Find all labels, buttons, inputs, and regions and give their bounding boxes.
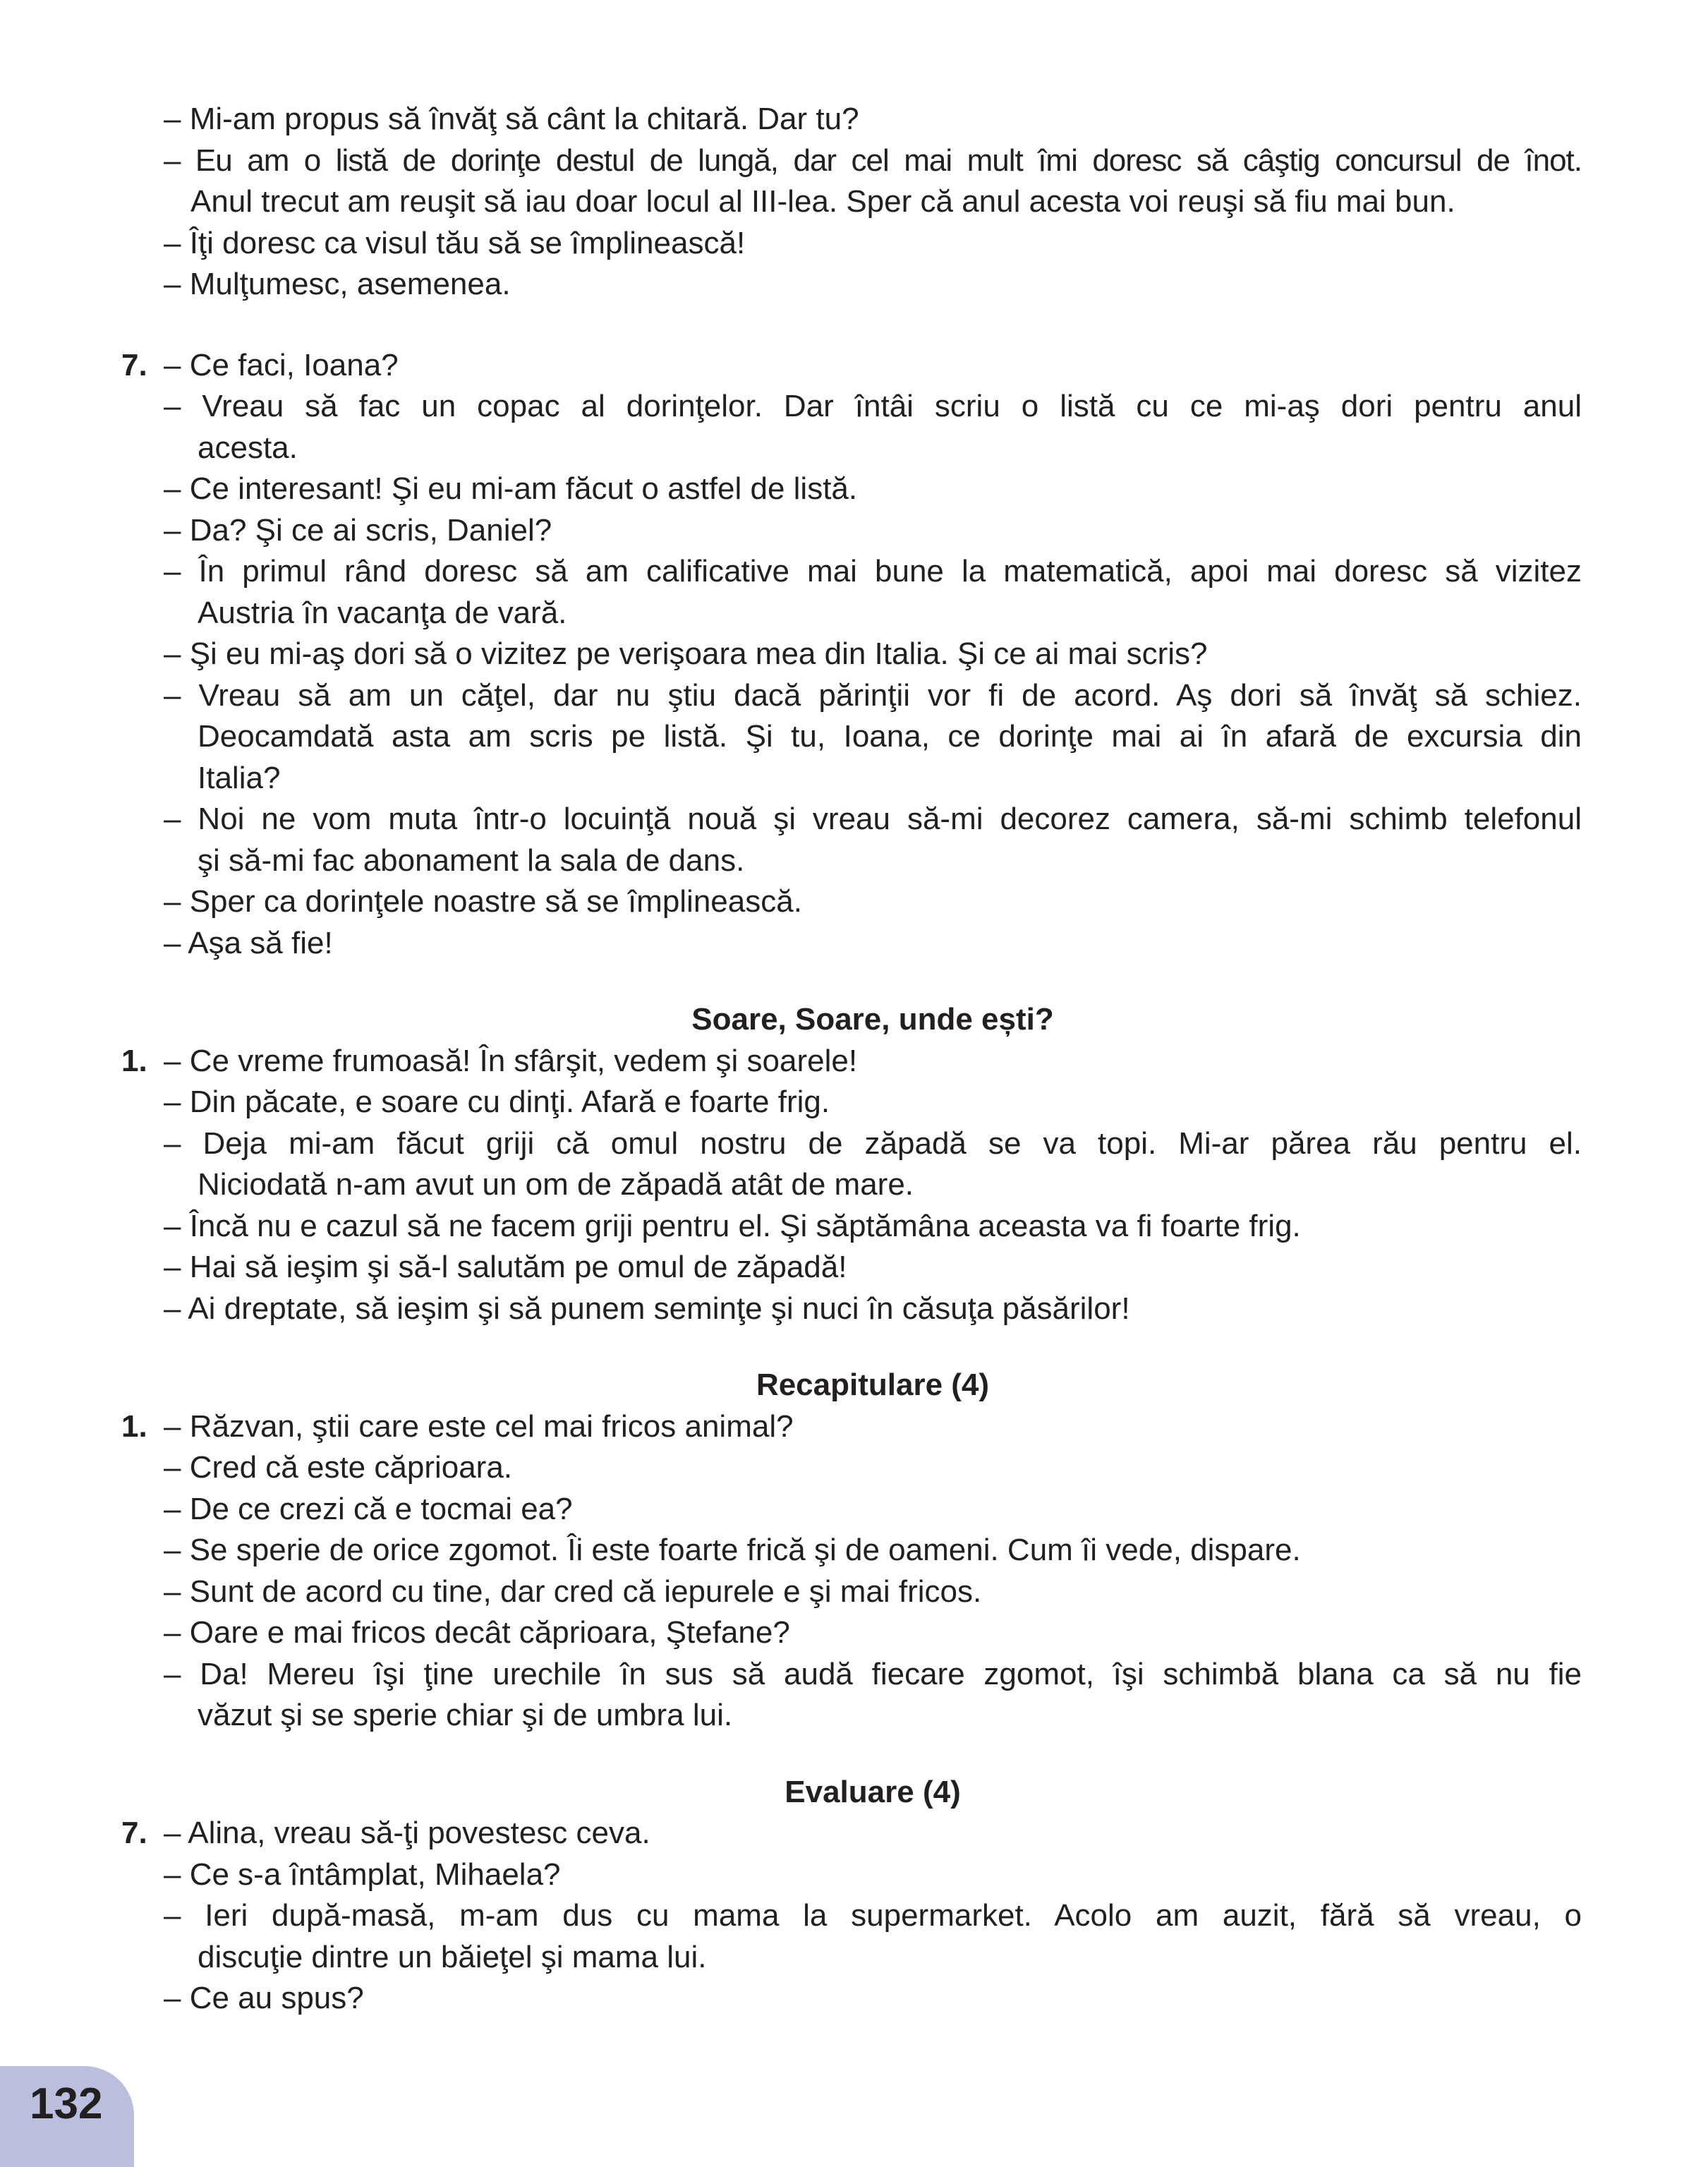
- section-title: Evaluare (4): [785, 1774, 961, 1809]
- dialogue-line: acesta.: [198, 430, 298, 465]
- dialogue-line: Austria în vacanţa de vară.: [198, 595, 567, 630]
- dialogue-line: – Încă nu e cazul să ne facem griji pentru el. Şi săptămâna aceasta va fi foarte frig.: [164, 1208, 1301, 1243]
- dialogue-line: – Cred că este căprioara.: [164, 1450, 513, 1485]
- dialogue-line: – Vreau să fac un copac al dorinţelor. Dar întâi scriu o listă cu ce mi-aş dori pentru anul: [164, 389, 1582, 423]
- section-recap-dialogue: [121, 1406, 1582, 1737]
- dialogue-line: [121, 1406, 1582, 1448]
- dialogue-line: Deocamdată asta am scris pe listă. Şi tu, Ioana, ce dorinţe mai ai în afară de excursia din: [198, 719, 1582, 754]
- dialogue-line: Anul trecut am reuşit să iau doar locul al III-lea. Sper că anul acesta voi reuşi să fiu mai bun.: [190, 184, 1455, 219]
- dialogue-line: – Ce interesant! Şi eu mi-am făcut o astfel de listă.: [164, 471, 858, 506]
- dialogue-line: Niciodată n-am avut un om de zăpadă atât de mare.: [198, 1167, 914, 1202]
- dialogue-line: – Ce s-a întâmplat, Mihaela?: [164, 1857, 561, 1892]
- dialogue-text: – Alina, vreau să-ţi povestesc ceva.: [164, 1816, 650, 1850]
- dialogue-line: – Îţi doresc ca visul tău să se împlinească!: [164, 225, 746, 260]
- dialogue-line: şi să-mi fac abonament la sala de dans.: [198, 843, 745, 878]
- dialogue-line: – Ieri după-masă, m-am dus cu mama la supermarket. Acolo am auzit, fără să vreau, o: [164, 1898, 1582, 1933]
- dialogue-line: – Da! Mereu îşi ţine urechile în sus să audă fiecare zgomot, îşi schimbă blana ca să nu fie: [164, 1656, 1582, 1691]
- section-eval-dialogue: [121, 1813, 1582, 2020]
- dialogue-text: – Răzvan, ştii care este cel mai fricos animal?: [164, 1408, 794, 1444]
- section-title: Recapitulare (4): [756, 1368, 990, 1402]
- dialogue-line: văzut şi se sperie chiar şi de umbra lui.: [198, 1698, 733, 1732]
- dialogue-line: [121, 1041, 1582, 1082]
- dialogue-line: – Şi eu mi-aş dori să o vizitez pe verişoara mea din Italia. Şi ce ai mai scris?: [164, 636, 1208, 671]
- dialogue-line: – Mulţumesc, asemenea.: [164, 267, 511, 301]
- dialogue-block-intro: [121, 99, 1582, 306]
- section-title: Soare, Soare, unde ești?: [691, 1002, 1054, 1037]
- dialogue-line: – Aşa să fie!: [164, 925, 333, 960]
- dialogue-line: – Ce au spus?: [164, 1981, 364, 2015]
- dialogue-line: – Ai dreptate, să ieşim şi să punem seminţe şi nuci în căsuţa păsărilor!: [164, 1291, 1130, 1326]
- dialogue-text: – Ce faci, Ioana?: [164, 347, 399, 382]
- dialogue-line: – Hai să ieşim şi să-l salutăm pe omul de zăpadă!: [164, 1250, 847, 1284]
- dialogue-line: – Eu am o listă de dorinţe destul de lungă, dar cel mai mult îmi doresc să câştig concursul de înot.: [164, 143, 1582, 178]
- dialogue-line: – În primul rând doresc să am calificative mai bune la matematică, apoi mai doresc să vizitez: [164, 554, 1582, 588]
- section-soare-dialogue: [121, 1041, 1582, 1330]
- dialogue-line: – Vreau să am un căţel, dar nu ştiu dacă părinţii vor fi de acord. Aş dori să învăţ să schiez.: [164, 677, 1582, 713]
- dialogue-line: – Se sperie de orice zgomot. Îi este foarte frică şi de oameni. Cum îi vede, dispare.: [164, 1533, 1301, 1567]
- dialogue-line: discuţie dintre un băieţel şi mama lui.: [198, 1939, 707, 1974]
- dialogue-line: – Noi ne vom muta într-o locuinţă nouă şi vreau să-mi decorez camera, să-mi schimb telefonul: [164, 802, 1582, 836]
- dialogue-line: [121, 345, 1582, 387]
- dialogue-line: [121, 1813, 1582, 1854]
- exercise-number: 7.: [121, 1816, 147, 1850]
- exercise-number: 1.: [121, 1043, 147, 1078]
- page-content: [121, 99, 1582, 2020]
- dialogue-line: – De ce crezi că e tocmai ea?: [164, 1491, 573, 1526]
- dialogue-text: – Ce vreme frumoasă! În sfârşit, vedem şi soarele!: [164, 1043, 858, 1078]
- dialogue-line: – Oare e mai fricos decât căprioara, Ştefane?: [164, 1615, 790, 1650]
- dialogue-line: – Sper ca dorinţele noastre să se împlinească.: [164, 884, 802, 919]
- dialogue-line: Italia?: [198, 760, 281, 795]
- dialogue-line: – Sunt de acord cu tine, dar cred că iepurele e şi mai fricos.: [164, 1574, 982, 1609]
- dialogue-line: – Deja mi-am făcut griji că omul nostru de zăpadă se va topi. Mi-ar părea rău pentru el.: [164, 1125, 1582, 1161]
- exercise-7-dialogue: [121, 345, 1582, 965]
- page-number: 132: [30, 2080, 103, 2128]
- dialogue-line: – Mi-am propus să învăţ să cânt la chitară. Dar tu?: [164, 102, 859, 136]
- exercise-number: 7.: [121, 347, 147, 382]
- exercise-number: 1.: [121, 1408, 147, 1444]
- dialogue-line: – Din păcate, e soare cu dinţi. Afară e foarte frig.: [164, 1085, 830, 1119]
- dialogue-line: – Da? Şi ce ai scris, Daniel?: [164, 512, 552, 548]
